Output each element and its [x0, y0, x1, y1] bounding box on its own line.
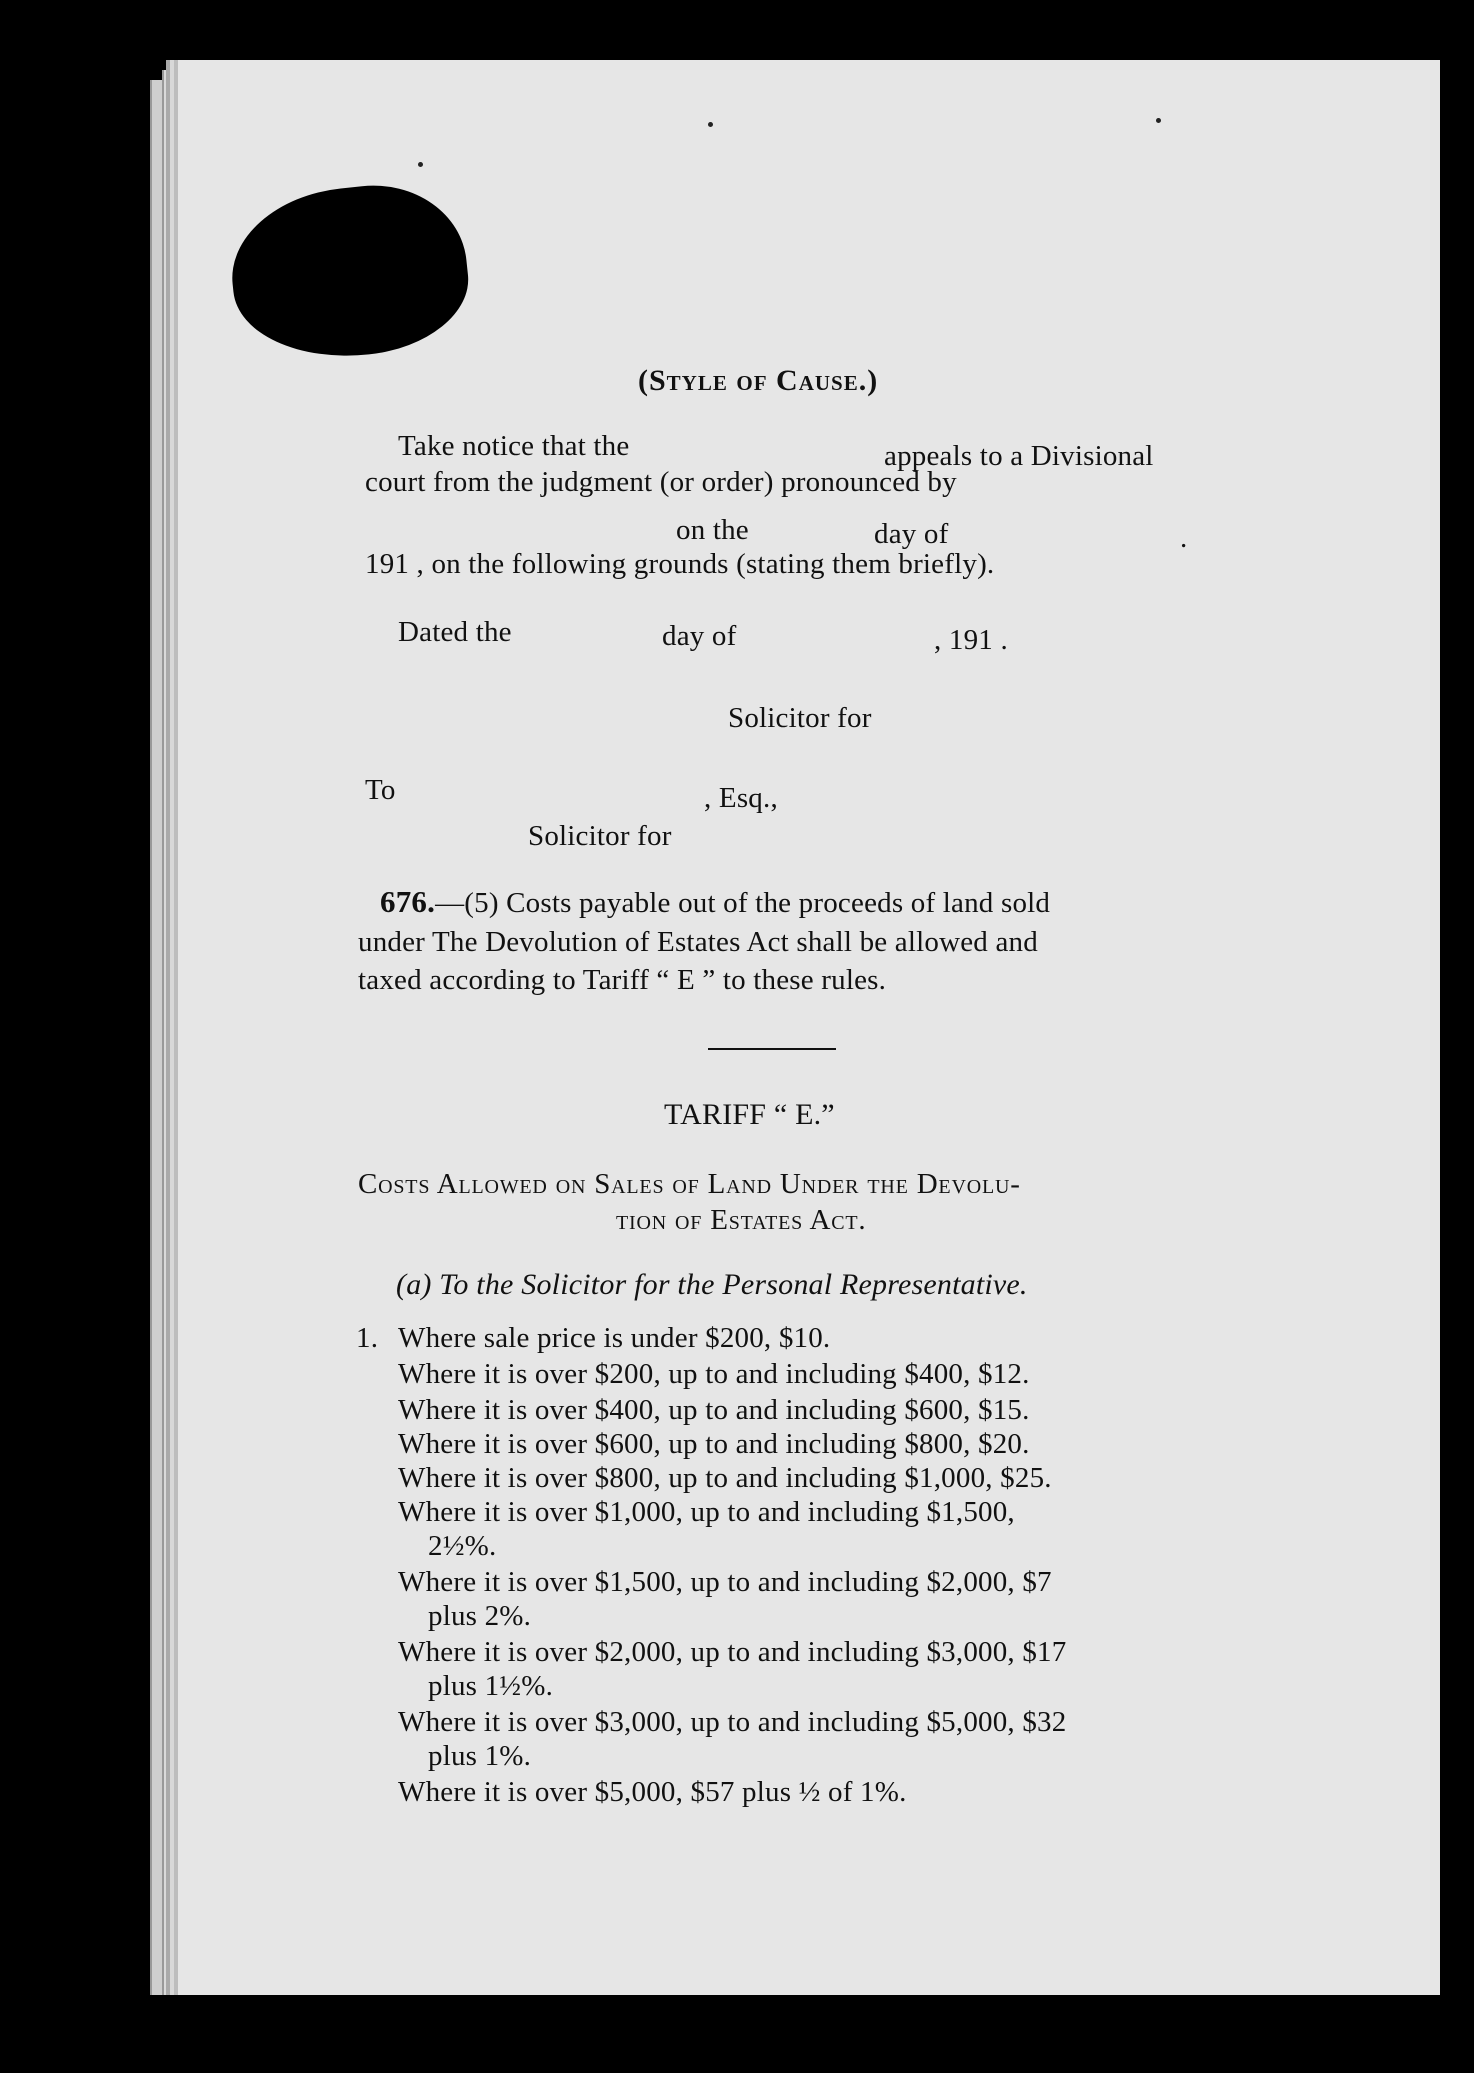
tariff-line: Where it is over $400, up to and including $600, $15. — [398, 1394, 1030, 1426]
section-divider — [708, 1048, 836, 1050]
tariff-line-continuation: plus 1%. — [428, 1740, 532, 1772]
to-solicitor-for: Solicitor for — [528, 820, 672, 852]
tariff-line: Where it is over $5,000, $57 plus ½ of 1%. — [398, 1776, 907, 1808]
tariff-line: Where it is over $1,000, up to and including $1,500, — [398, 1496, 1015, 1528]
tariff-line-continuation: plus 2%. — [428, 1600, 532, 1632]
speck — [418, 162, 423, 167]
rule-676-line1 — [380, 884, 1050, 920]
tariff-line: Where it is over $600, up to and including $800, $20. — [398, 1428, 1030, 1460]
tariff-title: TARIFF “ E.” — [664, 1098, 835, 1131]
style-of-cause-heading: (Style of Cause.) — [638, 364, 879, 397]
item-number: 1. — [356, 1322, 379, 1354]
tariff-line: Where it is over $2,000, up to and including $3,000, $17 — [398, 1636, 1067, 1668]
notice-line1-a: Take notice that the — [398, 430, 630, 462]
dated-a: Dated the — [398, 616, 512, 648]
dated-b: day of — [662, 620, 737, 652]
rule-676-line3: taxed according to Tariff “ E ” to these rules. — [358, 964, 887, 996]
rule-676-number: 676. — [380, 884, 436, 919]
solicitor-for-signature: Solicitor for — [728, 702, 872, 734]
speck — [708, 122, 713, 127]
to-label: To — [365, 774, 396, 806]
tariff-line: Where it is over $1,500, up to and including $2,000, $7 — [398, 1566, 1052, 1598]
tariff-line: Where it is over $800, up to and including $1,000, $25. — [398, 1462, 1052, 1494]
section-a-heading: (a) To the Solicitor for the Personal Representative. — [396, 1268, 1028, 1301]
tariff-line-continuation: 2½%. — [428, 1530, 497, 1562]
tariff-line: Where sale price is under $200, $10. — [398, 1322, 831, 1354]
tariff-subtitle-line2: tion of Estates Act. — [616, 1204, 867, 1236]
notice-line4: 191 , on the following grounds (stating them briefly). — [365, 548, 995, 580]
notice-line2: court from the judgment (or order) pronounced by — [365, 466, 957, 498]
notice-line3-b: day of — [874, 518, 949, 550]
tariff-line: Where it is over $3,000, up to and including $5,000, $32 — [398, 1706, 1067, 1738]
notice-line1-b: appeals to a Divisional — [884, 440, 1154, 472]
notice-line3-a: on the — [676, 514, 749, 546]
tariff-line-continuation: plus 1½%. — [428, 1670, 554, 1702]
notice-line3-end: . — [1180, 522, 1188, 554]
speck — [1156, 118, 1161, 123]
to-esq: , Esq., — [704, 782, 778, 814]
tariff-line: Where it is over $200, up to and including $400, $12. — [398, 1358, 1030, 1390]
tariff-subtitle-line1: Costs Allowed on Sales of Land Under the Devolu- — [358, 1168, 1021, 1200]
rule-676-line2: under The Devolution of Estates Act shall be allowed and — [358, 926, 1038, 958]
rule-676-text: —(5) Costs payable out of the proceeds of land sold — [435, 887, 1051, 919]
dated-c: , 191 . — [934, 624, 1008, 656]
